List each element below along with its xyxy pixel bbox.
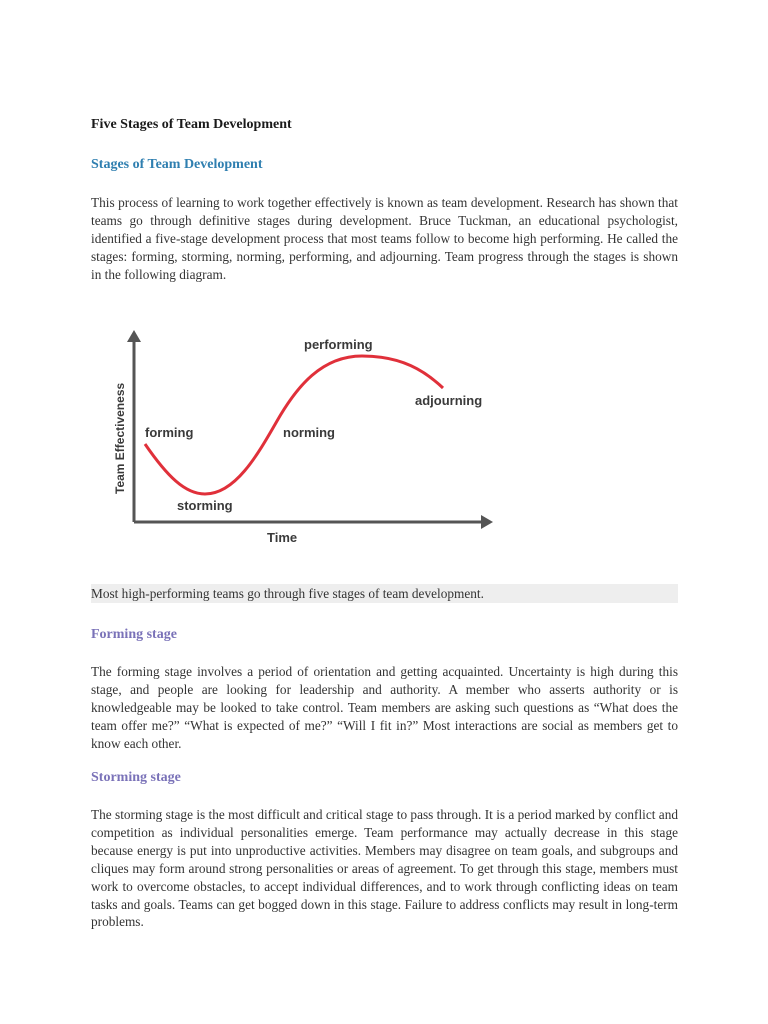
stage-curve-chart — [107, 326, 507, 552]
intro-paragraph: This process of learning to work together effectively is known as team development. Research has shown that teams go through definitive stages during development. Bruce Tuckman, an educational psychologist, identified a five-stage development process that most teams follow to become high performing. He called the stages: forming, storming, norming, performing, and adjourning. Team progress through the stages is shown in the following diagram. — [91, 195, 678, 282]
stage-label-adjourning: adjourning — [415, 393, 483, 408]
forming-heading: Forming stage — [91, 627, 177, 642]
stage-label-forming: forming — [145, 425, 194, 440]
stage-label-performing: performing — [304, 337, 373, 352]
x-axis-label: Time — [267, 530, 298, 545]
section-heading: Stages of Team Development — [91, 157, 263, 172]
document-title: Five Stages of Team Development — [91, 117, 292, 132]
figure-caption — [91, 584, 678, 603]
stage-label-storming: storming — [177, 498, 233, 513]
caption-text: Most high-performing teams go through five stages of team development. — [91, 586, 484, 601]
team-development-diagram — [107, 326, 507, 552]
y-axis-label: Team Effectiveness — [113, 382, 127, 494]
stage-label-norming: norming — [283, 425, 335, 440]
x-axis-arrow — [481, 515, 493, 529]
storming-heading: Storming stage — [91, 770, 181, 785]
forming-paragraph: The forming stage involves a period of orientation and getting acquainted. Uncertainty is high during this stage, and people are looking for leadership and authority. A member who asserts authority or is knowledgeable may be looked to take control. Team members are asking such questions as “What does the team offer me?” “What is expected of me?” “Will I fit in?” Most interactions are social as members get to know each other. — [91, 664, 678, 751]
y-axis-arrow — [127, 330, 141, 342]
storming-paragraph: The storming stage is the most difficult and critical stage to pass through. It is a period marked by conflict and competition as individual personalities emerge. Team performance may actually decrease in this stage because energy is put into unproductive activities. Members may disagree on team goals, and subgroups and cliques may form around strong personalities or areas of agreement. To get through this stage, members must work to overcome obstacles, to accept individual differences, and to work through conflicting ideas on team tasks and goals. Teams can get bogged down in this stage. Failure to address conflicts may result in long-term problems. — [91, 807, 678, 930]
